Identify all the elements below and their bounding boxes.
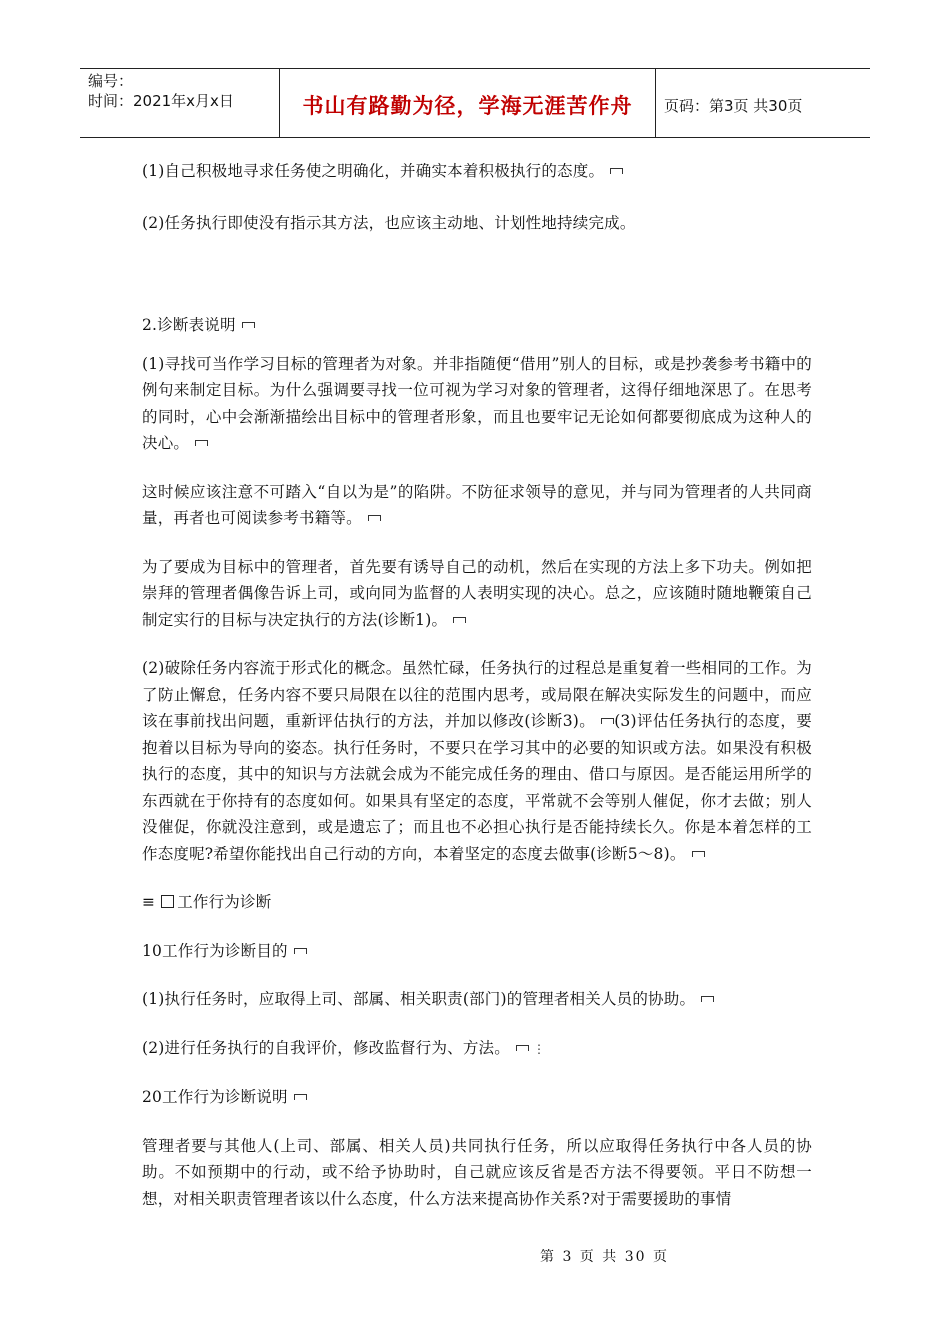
- paragraph: [142, 158, 812, 185]
- paragraph-mark-icon: [516, 1045, 529, 1051]
- paragraph-text: 10工作行为诊断目的: [142, 941, 288, 960]
- list-prefix-glyph: ≡: [142, 893, 156, 911]
- paragraph: [142, 1035, 812, 1063]
- paragraph-text: 20工作行为诊断说明: [142, 1088, 288, 1106]
- paragraph-mark-icon: [610, 168, 623, 174]
- paragraph: [142, 351, 812, 457]
- paragraph-mark-icon: [294, 1094, 307, 1100]
- header-page-number: 页码：第3页 共30页: [664, 96, 803, 115]
- page-header: [80, 68, 870, 138]
- paragraph-text: 2.诊断表说明: [142, 316, 236, 334]
- paragraph-text: 管理者要与其他人(上司、部属、相关人员)共同执行任务，所以应取得任务执行中各人员的协助。不如预期中的行动，或不给予协助时，自己就应该反省是否方法不得要领。平日不防想一想，对相关职责管理者该以什么态度，什么方法来提高协作关系?对于需要援助的事情: [142, 1136, 812, 1208]
- paragraph-mark-icon: [242, 322, 255, 328]
- document-date-label: 时间：2021年x月x日: [88, 92, 234, 110]
- paragraph-text: (1)自己积极地寻求任务使之明确化，并确实本着积极执行的态度。: [142, 162, 605, 180]
- paragraph-mark-icon: [294, 948, 307, 954]
- paragraph-text: (2)破除任务内容流于形式化的概念。虽然忙碌，任务执行的过程总是重复着一些相同的工作。为了防止懈怠，任务内容不要只局限在以往的范围内思考，或局限在解决实际发生的问题中，而应该在事前找出问题，重新评估执行的方法，并加以修改(诊断3)。: [142, 659, 812, 730]
- paragraph-text: 这时候应该注意不可踏入“自以为是”的陷阱。不防征求领导的意见，并与同为管理者的人共同商量，再者也可阅读参考书籍等。: [142, 482, 812, 527]
- paragraph-mark-icon: [601, 718, 614, 724]
- paragraph: [142, 554, 812, 634]
- paragraph-text: 为了要成为目标中的管理者，首先要有诱导自己的动机，然后在实现的方法上多下功夫。例如把崇拜的管理者偶像告诉上司，或向同为监督的人表明实现的决心。总之，应该随时随地鞭策自己制定实行的目标与决定执行的方法(诊断1)。: [142, 557, 812, 629]
- paragraph: [142, 479, 812, 532]
- document-body: [142, 158, 812, 1212]
- paragraph-mark-icon: [195, 440, 208, 446]
- section-heading: [142, 312, 812, 339]
- section-heading: [142, 938, 812, 965]
- checkbox-square-icon: [161, 895, 174, 908]
- paragraph-mark-icon: [453, 617, 466, 623]
- paragraph-text: (2)进行任务执行的自我评价，修改监督行为、方法。: [142, 1038, 510, 1057]
- paragraph-mark-icon: [701, 996, 714, 1002]
- page-footer: 第 3 页 共 30 页: [540, 1249, 669, 1265]
- paragraph-text: (1)寻找可当作学习目标的管理者为对象。并非指随便“借用”别人的目标，或是抄袭参考书籍中的例句来制定目标。为什么强调要寻找一位可视为学习对象的管理者，这得仔细地深思了。在思考的同时，心中会渐渐描绘出目标中的管理者形象，而且也要牢记无论如何都要彻底成为这种人的决心。: [142, 354, 812, 452]
- paragraph-text: 工作行为诊断: [177, 893, 272, 911]
- vertical-dots-icon: ⋮: [532, 1041, 546, 1056]
- paragraph-text: (2)任务执行即使没有指示其方法，也应该主动地、计划性地持续完成。: [142, 213, 636, 232]
- section-heading: [142, 1084, 812, 1111]
- paragraph-mark-icon: [368, 515, 381, 521]
- document-number-label: 编号：: [88, 72, 134, 90]
- section-heading: [142, 889, 812, 916]
- paragraph: [142, 655, 812, 867]
- paragraph: [142, 210, 812, 237]
- paragraph-text: (3)评估任务执行的态度，要抱着以目标为导向的姿态。执行任务时，不要只在学习其中的必要的知识或方法。如果没有积极执行的态度，其中的知识与方法就会成为不能完成任务的理由、借口与原因。是否能运用所学的东西就在于你持有的态度如何。如果具有坚定的态度，平常就不会等别人催促，你才去做；别人没催促，你就没注意到，或是遗忘了；而且也不必担心执行是否能持续长久。你是本着怎样的工作态度呢?希望你能找出自己行动的方向，本着坚定的态度去做事(诊断5～8)。: [142, 712, 812, 863]
- paragraph-text: (1)执行任务时，应取得上司、部属、相关职责(部门)的管理者相关人员的协助。: [142, 990, 696, 1008]
- header-meta-cell: [80, 69, 280, 137]
- paragraph-mark-icon: [692, 851, 705, 857]
- paragraph: [142, 1133, 812, 1213]
- paragraph: [142, 986, 812, 1013]
- header-motto: 书山有路勤为径，学海无涯苦作舟: [280, 69, 656, 137]
